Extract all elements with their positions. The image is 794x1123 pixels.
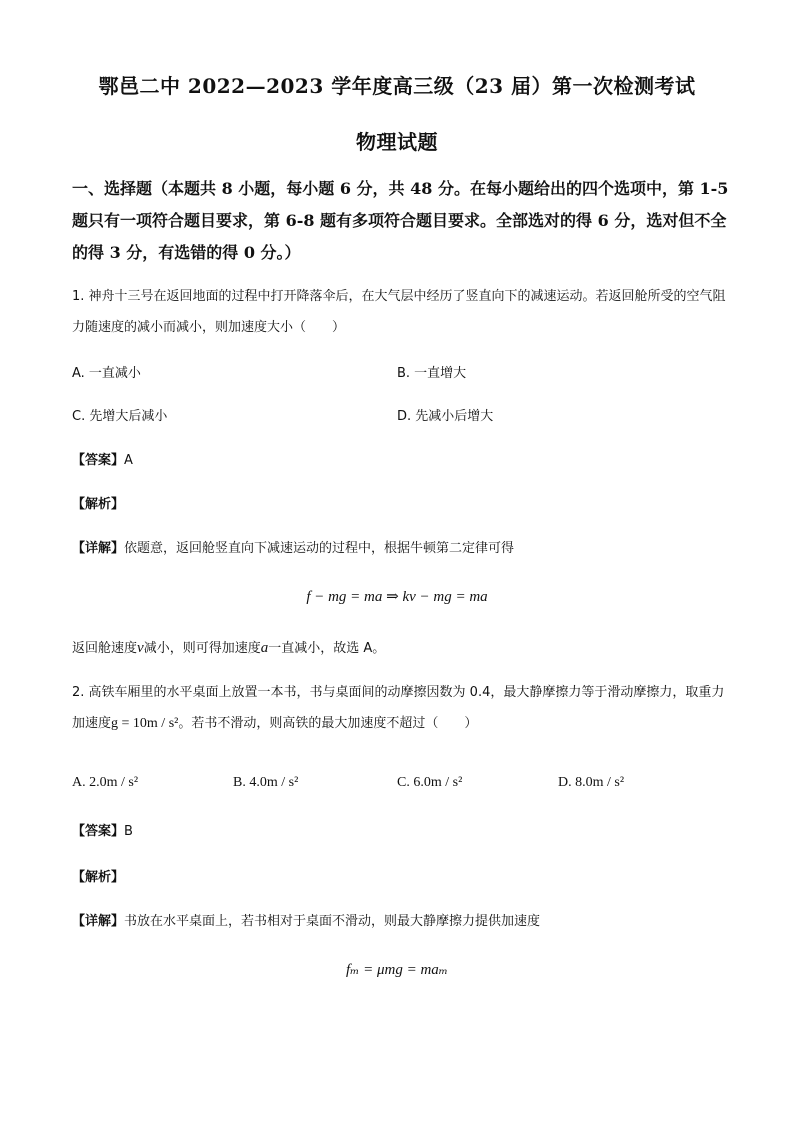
conclusion-mid: 减小，则可得加速度 bbox=[143, 641, 261, 656]
q1-option-c: C. 先增大后减小 bbox=[72, 409, 168, 424]
q2-option-c: C. 6.0m / s² bbox=[397, 775, 463, 790]
question-1-text: 1. 神舟十三号在返回地面的过程中打开降落伞后，在大气层中经历了竖直向下的减速运动。若返回舱所受的空气阻力随速度的减小而减小，则加速度大小（ ） bbox=[72, 289, 726, 335]
q2-answer bbox=[72, 816, 732, 847]
acceleration-symbol: a bbox=[260, 640, 269, 656]
q1-answer bbox=[72, 445, 732, 476]
q1-option-b: B. 一直增大 bbox=[397, 366, 467, 381]
q2-option-a: A. 2.0m / s² bbox=[72, 775, 139, 790]
answer-tag: 【答案】 bbox=[72, 453, 125, 468]
exam-subtitle: 物理试题 bbox=[356, 130, 438, 154]
question-2-text bbox=[72, 677, 732, 739]
conclusion-pre: 返回舱速度 bbox=[72, 641, 138, 656]
velocity-symbol: v bbox=[137, 640, 144, 656]
q1-conclusion bbox=[72, 633, 732, 664]
answer-value: B bbox=[124, 824, 133, 839]
q2-g-expression: g = 10m / s² bbox=[111, 716, 179, 731]
answer-value: A bbox=[124, 453, 133, 468]
q2-text-main: 2. 高铁车厢里的水平桌面上放置一本书，书与桌面间的动摩擦因数为 0.4，最大静摩擦力等于滑动摩擦力，取重力加速度 bbox=[72, 685, 725, 731]
q1-option-d: D. 先减小后增大 bbox=[397, 409, 494, 424]
q1-option-a: A. 一直减小 bbox=[72, 366, 141, 381]
analysis-tag: 【解析】 bbox=[72, 497, 125, 512]
q1-analysis bbox=[72, 489, 732, 520]
detail-text: 依题意，返回舱竖直向下减速运动的过程中，根据牛顿第二定律可得 bbox=[124, 541, 515, 556]
section-instructions: 一、选择题（本题共 8 小题，每小题 6 分，共 48 分。在每小题给出的四个选项中，第 1-5 题只有一项符合题目要求，第 6-8 题有多项符合题目要求。全部选对的得 6 分，选对但不全的得 3 分，有选错的得 0 分。） bbox=[72, 179, 729, 262]
detail-tag: 【详解】 bbox=[72, 541, 125, 556]
q2-text-post: 。若书不滑动，则高铁的最大加速度不超过（ ） bbox=[178, 716, 478, 731]
answer-tag: 【答案】 bbox=[72, 824, 125, 839]
detail-tag: 【详解】 bbox=[72, 914, 125, 929]
q2-analysis bbox=[72, 862, 732, 893]
q2-detail bbox=[72, 906, 732, 937]
detail-text: 书放在水平桌面上，若书相对于桌面不滑动，则最大静摩擦力提供加速度 bbox=[124, 914, 541, 929]
exam-title: 鄂邑二中 2022—2023 学年度高三级（23 届）第一次检测考试 bbox=[98, 74, 696, 98]
q2-option-d: D. 8.0m / s² bbox=[558, 775, 625, 790]
q2-equation: fₘ = μmg = maₘ bbox=[345, 962, 448, 978]
q1-equation: f − mg = ma ⇒ kv − mg = ma bbox=[306, 589, 488, 605]
conclusion-post: 一直减小，故选 A。 bbox=[268, 641, 386, 656]
q1-detail bbox=[72, 533, 732, 564]
q2-option-b: B. 4.0m / s² bbox=[233, 775, 299, 790]
analysis-tag: 【解析】 bbox=[72, 870, 125, 885]
